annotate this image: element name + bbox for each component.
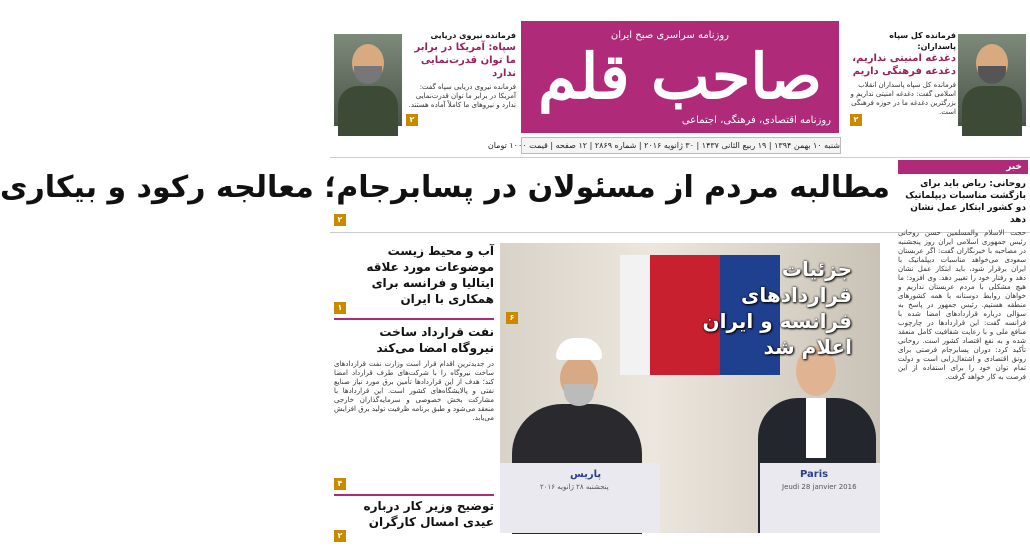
portrait-photo-right [958,34,1026,126]
page-number-badge: ۶ [506,312,518,324]
page-number-badge: ۲ [406,114,418,126]
divider [330,157,1030,158]
masthead-subtitle: روزنامه اقتصادی، فرهنگی، اجتماعی [681,115,831,126]
podium-label-right: Paris [800,469,829,480]
issue-date-bar: شنبه ۱۰ بهمن ۱۳۹۴ | ۱۹ ربیع الثانی ۱۴۳۷ | ۳۰ ژانویه ۲۰۱۶ | شماره ۲۸۶۹ | ۱۲ صفحه | قیمت ۱۰۰۰ تومان [521,137,841,154]
page-number-badge: ۴ [334,478,346,490]
story-headline: توضیح وزیر کار درباره عیدی امسال کارگران [363,499,494,529]
story-body: در جدیدترین اقدام قرار است وزارت نفت قراردادهای ساخت نیروگاه را با شرکت‌های طرف قرارداد امضا کند؛ هدف از این قراردادها تأمین برق مورد نیاز صنایع نفتی و پالایشگاه‌های کشور است. این قراردادها با مشارکت بخش خصوصی و سرمایه‌گذاران خارجی منعقد می‌شود و طبق برنامه ظرفیت تولید برق افزایش می‌یابد. [334,360,494,422]
teaser-kicker: فرمانده کل سپاه پاسداران: [889,31,956,51]
masthead-tagline: روزنامه سراسری صبح ایران [610,30,729,41]
top-right-teaser[interactable] [848,30,956,128]
divider [334,318,494,320]
podium-label-left: پاریس [570,469,602,480]
teaser-headline: دغدغه امنیتی نداریم، دغدغه فرهنگی داریم [852,53,956,77]
left-story-3[interactable] [334,498,494,530]
left-story-2[interactable] [334,324,494,468]
portrait-photo-left [334,34,402,126]
masthead [521,21,839,133]
podium-date-right: Jeudi 28 janvier 2016 [782,483,857,491]
teaser-body: فرمانده نیروی دریایی سپاه گفت: آمریکا در برابر ما توان قدرت‌نمایی ندارد و نیروهای ما کاملاً آماده هستند. [408,83,516,109]
page-number-badge: ۲ [334,530,346,542]
photo-headline[interactable]: جزئیات قراردادهای فرانسه و ایران اعلام شد [702,257,852,359]
story-headline: آب و محیط زیست موضوعات مورد علاقه ایتالیا و فرانسه برای همکاری با ایران [366,244,494,306]
page-number-badge: ۲ [334,214,346,226]
masthead-logo: صاحب قلم [538,40,822,113]
news-headline: روحانی: ریاض باید برای بازگشت مناسبات دیپلماتیک دو کشور ابتکار عمل نشان دهد [905,179,1026,225]
main-headline[interactable]: مطالبه مردم از مسئولان در پسابرجام؛ معالجه رکود و بیکاری [0,170,890,205]
top-left-teaser[interactable] [406,30,516,128]
podium-date-left: پنجشنبه ۲۸ ژانویه ۲۰۱۶ [540,483,609,491]
news-story[interactable] [898,178,1026,547]
page-number-badge: ۲ [850,114,862,126]
news-body: حجت الاسلام والمسلمین حسن روحانی رئیس جمهوری اسلامی ایران روز پنجشنبه در مصاحبه با خبرنگاران گفت: اگر عربستان سعودی می‌خواهد مناسبات دیپلماتیک با ایران برقرار شود، باید ابتکار عمل نشان دهد و رفتار خود را تغییر دهد. وی افزود: ما هیچ مشکلی با مردم عربستان نداریم و خواهان روابط دوستانه با همه کشورهای منطقه هستیم. رئیس جمهور در پاسخ به سؤالی درباره قراردادهای امضا شده با فرانسه گفت: این قراردادها در چارچوب منافع ملی و با رعایت شفافیت کامل منعقد شده و به نفع اقتصاد کشور است. روحانی تأکید کرد: دوران پسابرجام فرصتی برای رونق اقتصادی و اشتغال‌زایی است و دولت تمام توان خود را برای استفاده از این فرصت به کار خواهد گرفت. [898,229,1026,381]
teaser-kicker: فرمانده نیروی دریایی [430,31,516,40]
left-story-1[interactable] [334,243,494,307]
teaser-body: فرمانده کل سپاه پاسداران انقلاب اسلامی گفت: دغدغه امنیتی نداریم و بزرگترین دغدغه ما در حوزه فرهنگی است. [850,81,956,116]
teaser-headline: سپاه: آمریکا در برابر ما توان قدرت‌نمایی ندارد [414,42,516,79]
page-number-badge: ۱ [334,302,346,314]
news-section-tab[interactable]: خبر [898,160,1028,174]
story-headline: نفت قرارداد ساخت نیروگاه امضا می‌کند [376,325,494,355]
divider [334,494,494,496]
